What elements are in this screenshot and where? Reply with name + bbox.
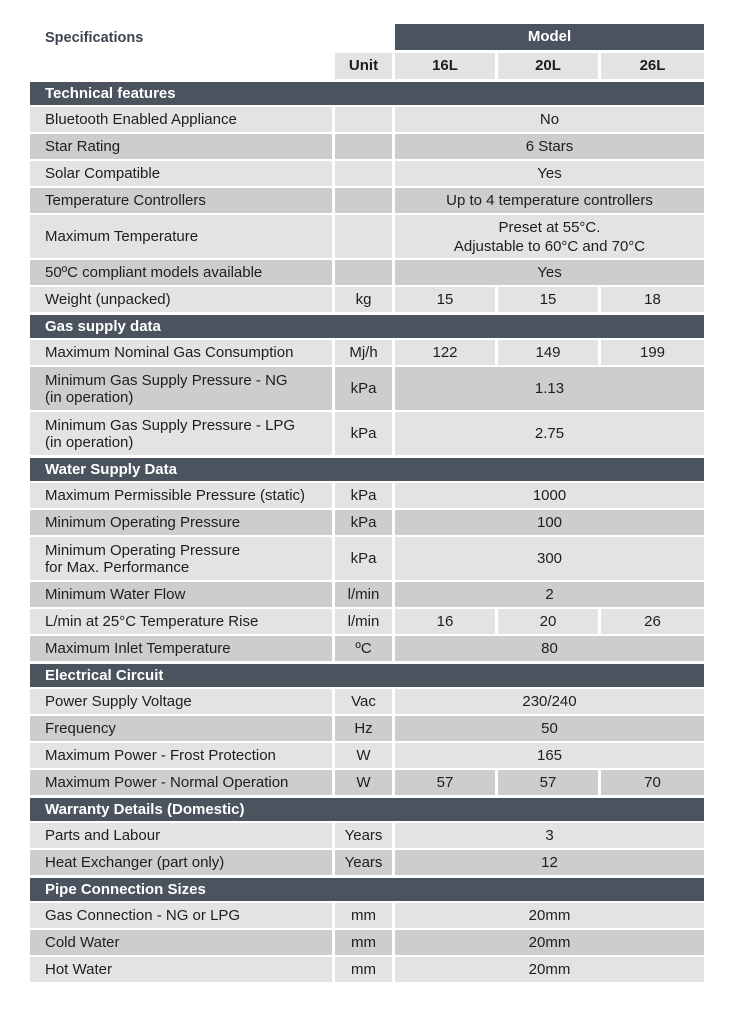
row-unit: mm bbox=[335, 903, 392, 928]
model-20l-header: 20L bbox=[498, 53, 598, 79]
row-unit: kPa bbox=[335, 367, 392, 410]
table-row bbox=[30, 107, 704, 132]
row-value: 20mm bbox=[395, 930, 704, 955]
row-label: Maximum Power - Normal Operation bbox=[30, 770, 332, 795]
row-label: Minimum Operating Pressure bbox=[30, 510, 332, 535]
row-value-16l: 57 bbox=[395, 770, 495, 795]
table-row bbox=[30, 636, 704, 661]
row-unit: W bbox=[335, 743, 392, 768]
row-value: 230/240 bbox=[395, 689, 704, 714]
row-value: 165 bbox=[395, 743, 704, 768]
row-unit: l/min bbox=[335, 582, 392, 607]
table-row bbox=[30, 850, 704, 875]
row-value: 50 bbox=[395, 716, 704, 741]
row-label: Heat Exchanger (part only) bbox=[30, 850, 332, 875]
row-unit: kPa bbox=[335, 537, 392, 580]
row-value-line: Adjustable to 60°C and 70°C bbox=[453, 237, 646, 255]
row-label: 50ºC compliant models available bbox=[30, 260, 332, 285]
row-unit bbox=[335, 161, 392, 186]
row-value: 2 bbox=[395, 582, 704, 607]
row-unit: Hz bbox=[335, 716, 392, 741]
row-label-line: for Max. Performance bbox=[45, 558, 190, 576]
row-label: Bluetooth Enabled Appliance bbox=[30, 107, 332, 132]
row-value-20l: 15 bbox=[498, 287, 598, 312]
row-label bbox=[30, 537, 332, 580]
table-row bbox=[30, 716, 704, 741]
row-value: 1.13 bbox=[395, 367, 704, 410]
row-value: No bbox=[395, 107, 704, 132]
row-value-16l: 122 bbox=[395, 340, 495, 365]
table-row bbox=[30, 367, 704, 410]
row-unit bbox=[335, 260, 392, 285]
row-value: 1000 bbox=[395, 483, 704, 508]
table-row bbox=[30, 689, 704, 714]
row-label: Hot Water bbox=[30, 957, 332, 982]
row-unit: kPa bbox=[335, 510, 392, 535]
row-unit: mm bbox=[335, 930, 392, 955]
row-value bbox=[395, 215, 704, 258]
row-unit bbox=[335, 107, 392, 132]
row-label: Power Supply Voltage bbox=[30, 689, 332, 714]
row-label-line: (in operation) bbox=[45, 388, 134, 406]
row-value-20l: 149 bbox=[498, 340, 598, 365]
row-unit: Years bbox=[335, 850, 392, 875]
row-value: Yes bbox=[395, 260, 704, 285]
row-label: Weight (unpacked) bbox=[30, 287, 332, 312]
table-row bbox=[30, 161, 704, 186]
table-row bbox=[30, 340, 704, 365]
table-row bbox=[30, 903, 704, 928]
section-header-pipe-connection: Pipe Connection Sizes bbox=[30, 878, 704, 901]
row-label: Temperature Controllers bbox=[30, 188, 332, 213]
row-unit: mm bbox=[335, 957, 392, 982]
row-unit: ºC bbox=[335, 636, 392, 661]
row-value: Yes bbox=[395, 161, 704, 186]
row-label: Cold Water bbox=[30, 930, 332, 955]
row-value-26l: 199 bbox=[601, 340, 704, 365]
row-value: 20mm bbox=[395, 903, 704, 928]
row-label bbox=[30, 412, 332, 455]
row-value: 12 bbox=[395, 850, 704, 875]
row-value: 6 Stars bbox=[395, 134, 704, 159]
row-label-line: (in operation) bbox=[45, 433, 134, 451]
section-header-warranty: Warranty Details (Domestic) bbox=[30, 798, 704, 821]
row-value: 20mm bbox=[395, 957, 704, 982]
row-label: L/min at 25°C Temperature Rise bbox=[30, 609, 332, 634]
specifications-table bbox=[30, 24, 704, 982]
row-value-20l: 57 bbox=[498, 770, 598, 795]
table-row bbox=[30, 957, 704, 982]
row-label-line: Minimum Gas Supply Pressure - LPG bbox=[45, 416, 296, 434]
page-title: Specifications bbox=[45, 30, 144, 46]
row-unit: Years bbox=[335, 823, 392, 848]
row-label-line: Minimum Gas Supply Pressure - NG bbox=[45, 371, 288, 389]
row-value-26l: 70 bbox=[601, 770, 704, 795]
row-label: Gas Connection - NG or LPG bbox=[30, 903, 332, 928]
row-value-26l: 18 bbox=[601, 287, 704, 312]
row-unit bbox=[335, 134, 392, 159]
row-label: Minimum Water Flow bbox=[30, 582, 332, 607]
table-row bbox=[30, 823, 704, 848]
model-16l-header: 16L bbox=[395, 53, 495, 79]
row-value: Up to 4 temperature controllers bbox=[395, 188, 704, 213]
row-label: Maximum Temperature bbox=[30, 215, 332, 258]
row-label: Star Rating bbox=[30, 134, 332, 159]
row-label: Frequency bbox=[30, 716, 332, 741]
row-unit bbox=[335, 188, 392, 213]
table-row bbox=[30, 930, 704, 955]
row-value-line: Preset at 55°C. bbox=[498, 218, 601, 236]
row-value-26l: 26 bbox=[601, 609, 704, 634]
section-header-gas-supply: Gas supply data bbox=[30, 315, 704, 338]
row-value-16l: 15 bbox=[395, 287, 495, 312]
row-value: 80 bbox=[395, 636, 704, 661]
row-label: Maximum Nominal Gas Consumption bbox=[30, 340, 332, 365]
row-value: 3 bbox=[395, 823, 704, 848]
row-unit: l/min bbox=[335, 609, 392, 634]
table-row bbox=[30, 412, 704, 455]
row-value: 2.75 bbox=[395, 412, 704, 455]
table-row bbox=[30, 260, 704, 285]
table-header bbox=[30, 24, 704, 79]
table-row bbox=[30, 510, 704, 535]
unit-header: Unit bbox=[335, 53, 392, 79]
row-unit: kg bbox=[335, 287, 392, 312]
table-row bbox=[30, 770, 704, 795]
row-value: 300 bbox=[395, 537, 704, 580]
table-row bbox=[30, 483, 704, 508]
row-unit: Mj/h bbox=[335, 340, 392, 365]
row-label: Parts and Labour bbox=[30, 823, 332, 848]
table-row bbox=[30, 582, 704, 607]
row-value: 100 bbox=[395, 510, 704, 535]
model-26l-header: 26L bbox=[601, 53, 704, 79]
row-label-line: Minimum Operating Pressure bbox=[45, 541, 241, 559]
table-row bbox=[30, 188, 704, 213]
row-label: Maximum Permissible Pressure (static) bbox=[30, 483, 332, 508]
table-row bbox=[30, 287, 704, 312]
row-value-20l: 20 bbox=[498, 609, 598, 634]
row-unit: kPa bbox=[335, 483, 392, 508]
row-unit: kPa bbox=[335, 412, 392, 455]
row-value-16l: 16 bbox=[395, 609, 495, 634]
row-unit bbox=[335, 215, 392, 258]
row-label bbox=[30, 367, 332, 410]
row-label: Maximum Power - Frost Protection bbox=[30, 743, 332, 768]
table-row bbox=[30, 609, 704, 634]
row-label: Solar Compatible bbox=[30, 161, 332, 186]
table-row bbox=[30, 215, 704, 258]
model-header: Model bbox=[395, 24, 704, 50]
table-row bbox=[30, 134, 704, 159]
table-row bbox=[30, 537, 704, 580]
row-label: Maximum Inlet Temperature bbox=[30, 636, 332, 661]
row-unit: Vac bbox=[335, 689, 392, 714]
section-header-electrical-circuit: Electrical Circuit bbox=[30, 664, 704, 687]
section-header-water-supply: Water Supply Data bbox=[30, 458, 704, 481]
table-row bbox=[30, 743, 704, 768]
section-header-technical-features: Technical features bbox=[30, 82, 704, 105]
row-unit: W bbox=[335, 770, 392, 795]
